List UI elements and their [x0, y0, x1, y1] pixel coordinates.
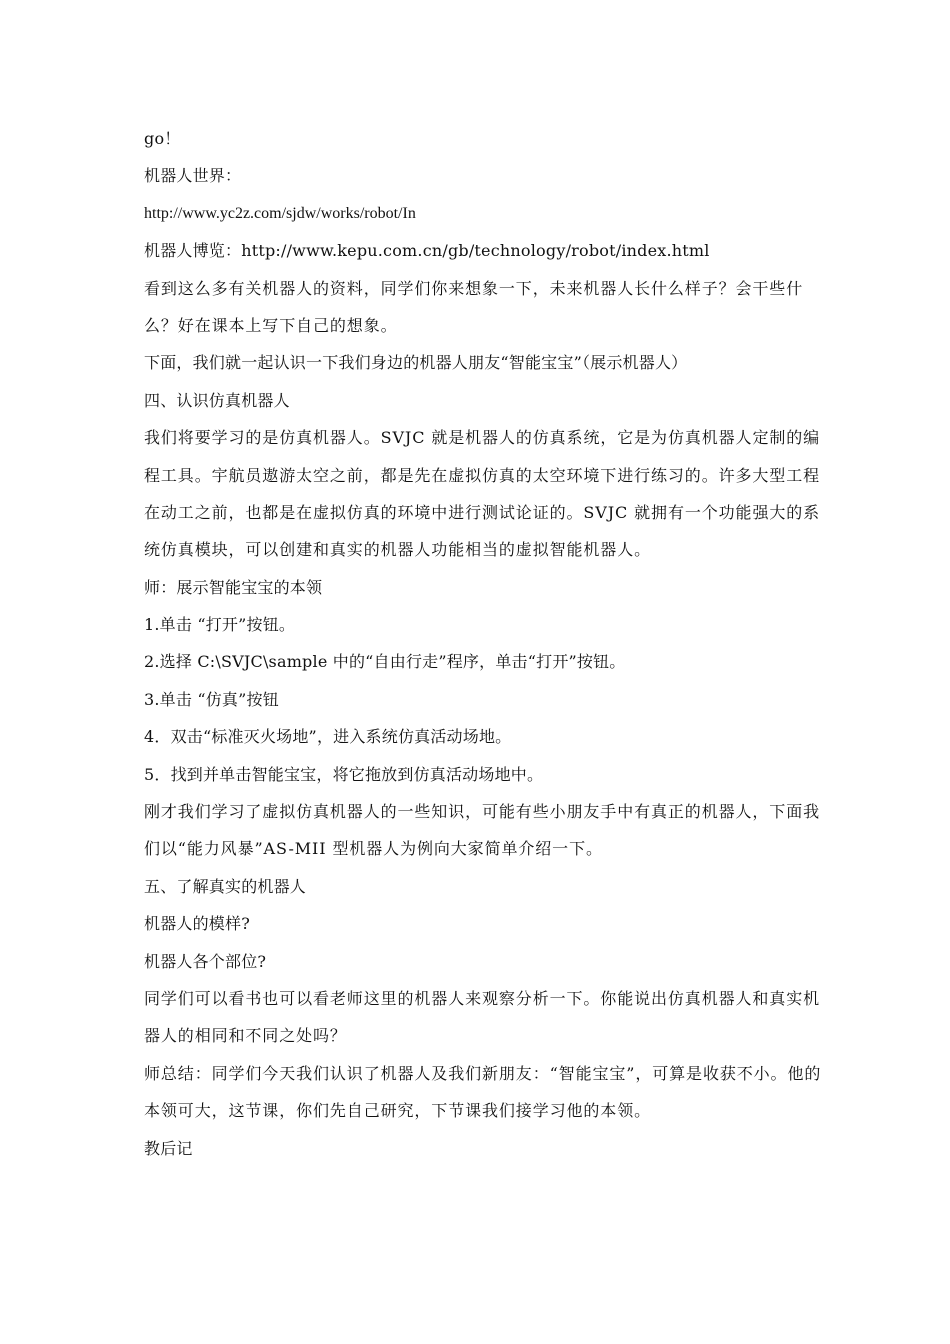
text-line: 看到这么多有关机器人的资料，同学们你来想象一下，未来机器人长什么样子？会干些什	[144, 278, 804, 298]
step-4: 4．双击“标准灭火场地”，进入系统仿真活动场地。	[144, 727, 512, 747]
step-3: 3.单击 “仿真”按钮	[144, 689, 279, 709]
text-line: 师：展示智能宝宝的本领	[144, 577, 323, 597]
text-line: 我们将要学习的是仿真机器人。SVJC 就是机器人的仿真系统，它是为仿真机器人定制的编	[144, 428, 821, 448]
question-appearance: 机器人的模样?	[144, 914, 250, 934]
step-5: 5．找到并单击智能宝宝，将它拖放到仿真活动场地中。	[144, 764, 544, 784]
text-line: 师总结：同学们今天我们认识了机器人及我们新朋友：“智能宝宝”，可算是收获不小。他的	[144, 1063, 822, 1083]
paragraph-real-robot-intro	[144, 793, 821, 868]
text-line: 统仿真模块，可以创建和真实的机器人功能相当的虚拟智能机器人。	[144, 540, 652, 560]
text-line: 同学们可以看书也可以看老师这里的机器人来观察分析一下。你能说出仿真机器人和真实机	[144, 988, 821, 1008]
section-label-robot-world: 机器人世界：	[144, 166, 242, 186]
paragraph-observe	[144, 980, 821, 1055]
section-heading-4: 四、认识仿真机器人	[144, 390, 290, 410]
text-line: go！	[144, 129, 181, 148]
text-line: 刚才我们学习了虚拟仿真机器人的一些知识，可能有些小朋友手中有真正的机器人，下面我	[144, 802, 821, 822]
step-1: 1.单击 “打开”按钮。	[144, 615, 296, 635]
question-parts: 机器人各个部位?	[144, 951, 267, 971]
paragraph-imagine	[144, 270, 810, 345]
text-line: 器人的相同和不同之处吗？	[144, 1026, 347, 1046]
paragraph-summary	[144, 1055, 822, 1130]
robot-expo-link: 机器人博览：http://www.kepu.com.cn/gb/technology/robot/index.html	[144, 241, 710, 261]
document-body	[144, 120, 822, 1167]
text-line: 程工具。宇航员遨游太空之前，都是先在虚拟仿真的太空环境下进行练习的。许多大型工程	[144, 465, 821, 485]
text-line: 下面，我们就一起认识一下我们身边的机器人朋友“智能宝宝”（展示机器人）	[144, 353, 688, 373]
paragraph-svjc	[144, 419, 821, 569]
section-label-notes: 教后记	[144, 1138, 193, 1158]
step-2: 2.选择 C:\SVJC\sample 中的“自由行走”程序，单击“打开”按钮。	[144, 652, 626, 672]
url-robot-world: http://www.yc2z.com/sjdw/works/robot/In	[144, 204, 416, 222]
text-line: 们以“能力风暴”AS-MII 型机器人为例向大家简单介绍一下。	[144, 839, 603, 859]
text-line: 在动工之前，也都是在虚拟仿真的环境中进行测试论证的。SVJC 就拥有一个功能强大的系	[144, 502, 821, 522]
text-line: 本领可大，这节课，你们先自己研究，下节课我们接学习他的本领。	[144, 1101, 652, 1121]
section-heading-5: 五、了解真实的机器人	[144, 876, 307, 896]
text-line: 么？好在课本上写下自己的想象。	[144, 315, 398, 335]
